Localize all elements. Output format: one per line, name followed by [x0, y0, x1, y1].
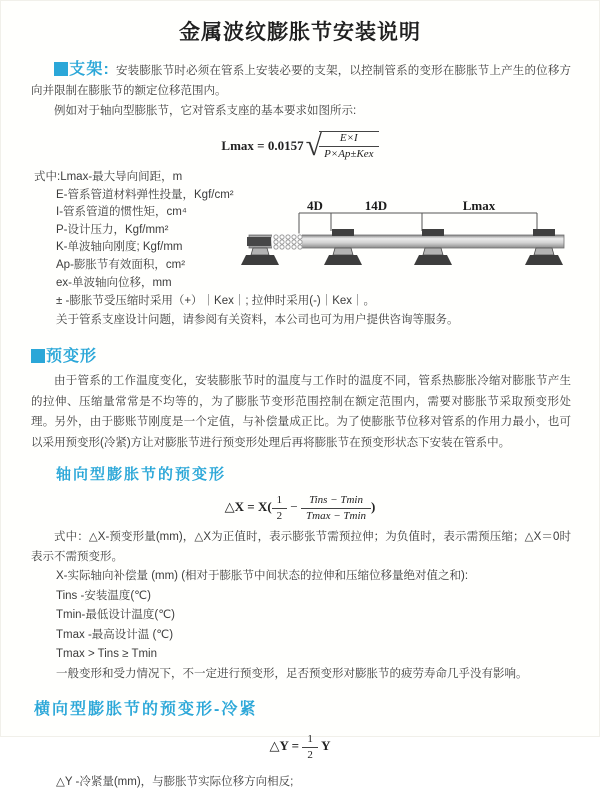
- lmax-formula-numerator: E×I: [319, 132, 379, 147]
- definition-pm-line: ± -膨胀节受压缩时采用（+）｜Kex｜; 拉伸时采用(-)｜Kex｜。: [56, 295, 376, 308]
- support-intro-paragraph: [31, 60, 571, 101]
- temperature-line: Tmin-最低设计温度(℃): [56, 609, 175, 622]
- definitions-footer: [1, 292, 599, 329]
- sqrt-symbol: √: [305, 129, 323, 162]
- section-square-icon: [31, 349, 45, 363]
- lmax-formula-lhs: Lmax = 0.0157: [221, 137, 304, 153]
- definition-line: I-管系管道的惯性矩，cm⁴: [56, 206, 187, 219]
- temperature-numerator: Tins − Tmin: [301, 494, 371, 509]
- lateral-formula-description: △Y -冷紧量(mm)，与膨胀节实际位移方向相反;: [56, 775, 294, 788]
- predeform-section-header-row: [31, 343, 569, 366]
- temperature-line: Tmax > Tins ≥ Tmin: [56, 648, 157, 661]
- axial-formula: [1, 494, 599, 522]
- definition-line: 式中:Lmax-最大导向间距，m: [34, 171, 183, 183]
- support-intro-text: 安装膨胀节时必须在管系上安装必要的支架，以控制管系的变形在膨胀节上产生的位移方向并限制在膨胀节的额定位移范围内。: [31, 65, 571, 97]
- lateral-subsection-header: 横向型膨胀节的预变形-冷紧: [34, 701, 258, 719]
- definition-line: P-设计压力，Kgf/mm²: [56, 223, 169, 236]
- predeform-section-header: 预变形: [46, 348, 98, 366]
- lateral-formula: [1, 733, 599, 761]
- lmax-formula: [1, 131, 599, 161]
- half-denominator: 2: [276, 509, 283, 522]
- half-numerator: 1: [272, 494, 288, 509]
- minus-sign: −: [290, 499, 298, 515]
- definition-line: E-管系管道材料弹性投量，Kgf/cm²: [56, 188, 234, 201]
- pipe-support-diagram: [246, 198, 576, 273]
- bellows-icon: [272, 234, 302, 250]
- page-title: 金属波纹膨胀节安装说明: [179, 21, 421, 44]
- diagram-label-lmax: Lmax: [462, 198, 496, 213]
- lateral-formula-rhs: Y: [321, 738, 331, 754]
- lateral-half-fraction: [302, 733, 318, 761]
- section-square-icon: [54, 62, 68, 76]
- lmax-formula-fraction: [319, 131, 379, 160]
- temperature-fraction: [301, 494, 371, 522]
- axial-definitions: [1, 567, 599, 684]
- support-example-line: 例如对于轴向型膨胀节，它对管系支座的基本要求如图所示:: [54, 105, 357, 117]
- lmax-formula-denominator: P×Ap±Kex: [324, 148, 374, 160]
- half-fraction: [272, 494, 288, 522]
- definition-line: ex-单波轴向位移，mm: [56, 276, 172, 289]
- lateral-half-numerator: 1: [302, 733, 318, 748]
- definition-line: K-单波轴向刚度; Kgf/mm: [56, 241, 183, 254]
- support-note-line: 关于管系支座设计问题，请参阅有关资料，本公司也可为用户提供咨询等服务。: [56, 313, 459, 326]
- x-definition-line: X-实际轴向补偿量 (mm) (相对于膨胀节中间状态的拉伸和压缩位移量绝对值之和):: [56, 570, 469, 583]
- lateral-formula-lhs: △Y =: [269, 738, 300, 754]
- temperature-denominator: Tmax − Tmin: [306, 509, 366, 522]
- definitions-and-diagram: [1, 169, 599, 292]
- definition-line: Ap-膨胀节有效面积，cm²: [56, 258, 186, 271]
- diagram-label-14d: 14D: [364, 198, 388, 213]
- axial-formula-lhs: △X = X(: [224, 499, 272, 515]
- temperature-line: Tmax -最高设计温 (℃): [56, 628, 174, 641]
- lateral-half-denominator: 2: [307, 749, 313, 762]
- axial-formula-description: 式中：△X-预变形量(mm)，△X为正值时，表示膨张节需预拉伸；为负值时，表示需预压缩；△X＝0时表示不需预变形。: [31, 531, 571, 563]
- axial-subsection-header: 轴向型膨胀节的预变形: [56, 466, 227, 484]
- diagram-label-4d: 4D: [307, 198, 323, 213]
- axial-formula-rhs: ): [371, 499, 376, 515]
- predeform-paragraph: 由于管系的工作温度变化，安装膨胀节时的温度与工作时的温度不同，管系热膨胀冷缩对膨胀节产生的拉伸、压缩量常常是不均等的，为了膨胀节变形范围控制在额定范围内，需要对膨胀节采取预变形处理。另外，由于膨账节刚度是一个定值，与补偿量成正比。为了使膨胀节位移对管系的作用力最小，也可以采用预变形(冷紧)方让对膨胀节进行预变形处理后再将膨胀节在预变形状态下安装在管系中。: [31, 375, 571, 449]
- axial-note-line: 一般变形和受力情况下，不一定进行预变形，足否预变形对膨胀节的疲劳寿命几乎没有影响。: [56, 667, 528, 680]
- temperature-line: Tins -安装温度(℃): [56, 589, 151, 602]
- support-section-header: 支架:: [69, 61, 110, 78]
